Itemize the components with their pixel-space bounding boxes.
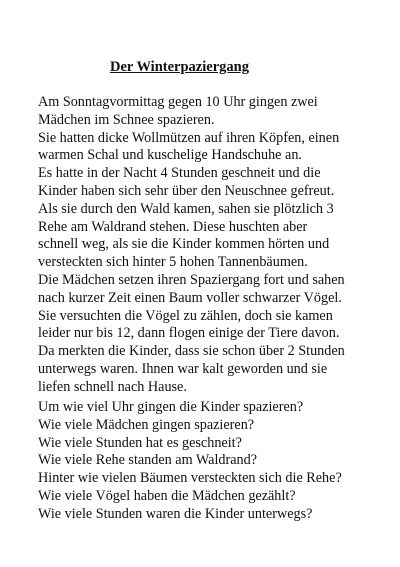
question-item: Wie viele Rehe standen am Waldrand? (38, 452, 258, 469)
question-item: Wie viele Mädchen gingen spazieren? (38, 416, 255, 433)
story-line: Mädchen im Schnee spazieren. (38, 111, 215, 128)
question-item: Wie viele Stunden hat es geschneit? (38, 434, 242, 451)
story-line: unterwegs waren. Ihnen war kalt geworden und sie (38, 360, 328, 377)
story-line: Es hatte in der Nacht 4 Stunden geschneit und die (38, 165, 321, 182)
document-title: Der Winterpaziergang (110, 59, 249, 75)
question-list (38, 399, 378, 524)
story-text (38, 94, 378, 397)
story-line: Sie versuchten die Vögel zu zählen, doch sie kamen (38, 307, 333, 324)
question-item: Hinter wie vielen Bäumen versteckten sich die Rehe? (38, 470, 342, 487)
story-line: versteckten sich hinter 5 hohen Tannenbäumen. (38, 254, 308, 271)
question-item: Um wie viel Uhr gingen die Kinder spazieren? (38, 399, 304, 415)
story-line: Sie hatten dicke Wollmützen auf ihren Köpfen, einen (38, 129, 340, 146)
story-line: warmen Schal und kuschelige Handschuhe an. (38, 147, 302, 164)
story-line: Rehe am Waldrand stehen. Diese huschten aber (38, 218, 308, 235)
story-line: Am Sonntagvormittag gegen 10 Uhr gingen zwei (38, 94, 318, 110)
story-line: schnell weg, als sie die Kinder kommen hörten und (38, 236, 330, 253)
question-item: Wie viele Stunden waren die Kinder unterwegs? (38, 505, 313, 522)
story-line: liefen schnell nach Hause. (38, 378, 187, 395)
story-line: Kinder haben sich sehr über den Neuschnee gefreut. (38, 182, 335, 199)
story-line: nach kurzer Zeit einen Baum voller schwarzer Vögel. (38, 289, 342, 306)
story-line: Als sie durch den Wald kamen, sahen sie plötzlich 3 (38, 200, 334, 217)
story-line: Da merkten die Kinder, dass sie schon über 2 Stunden (38, 343, 345, 360)
story-line: leider nur bis 12, dann flogen einige der Tiere davon. (38, 325, 340, 342)
story-line: Die Mädchen setzen ihren Spaziergang fort und sahen (38, 271, 345, 288)
question-item: Wie viele Vögel haben die Mädchen gezählt? (38, 487, 296, 504)
